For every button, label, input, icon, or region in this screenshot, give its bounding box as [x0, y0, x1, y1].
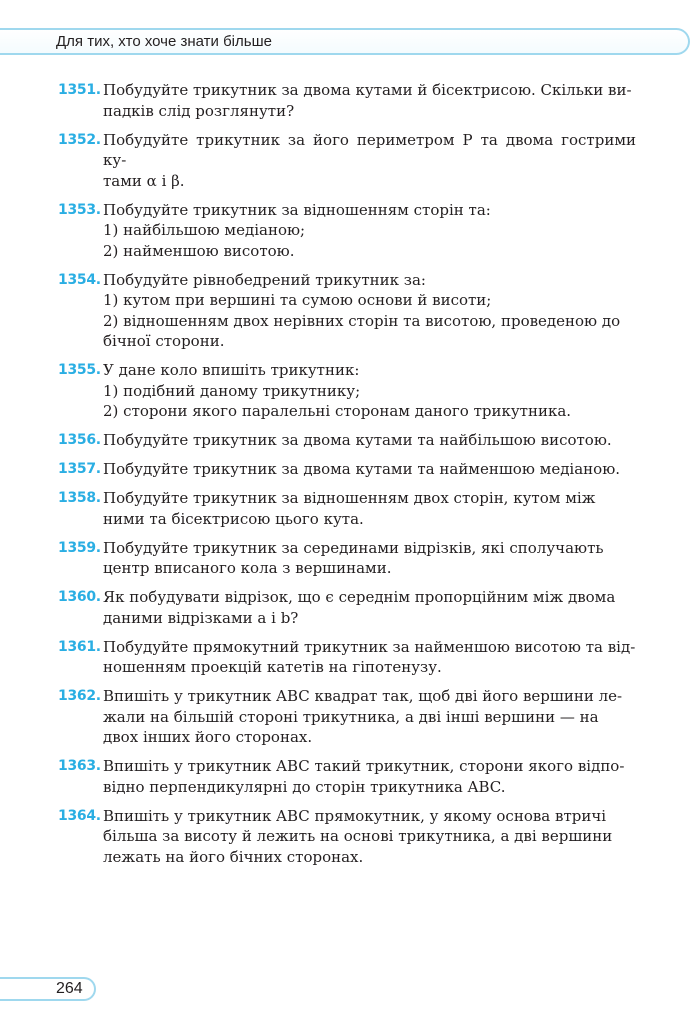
page-header — [0, 28, 695, 58]
problem-list — [0, 80, 695, 876]
problem-1364 — [0, 806, 695, 868]
problem-1359 — [0, 538, 695, 579]
problem-number: 1351. — [58, 82, 101, 98]
problem-text-line: Побудуйте трикутник за його периметром P та двома гострими ку- — [103, 130, 636, 169]
problem-number: 1354. — [58, 271, 101, 288]
problem-1352 — [0, 130, 695, 192]
problem-1356 — [0, 430, 695, 451]
problem-number: 1362. — [58, 688, 101, 704]
problem-text-line: відно перпендикулярні до сторін трикутника ABC. — [103, 777, 506, 796]
problem-text-line: Побудуйте трикутник за відношенням двох сторін, кутом між — [103, 489, 596, 507]
problem-number: 1355. — [58, 362, 101, 378]
page-footer — [0, 977, 100, 1003]
problem-1351 — [0, 80, 695, 121]
problem-subitem: 1) кутом при вершині та сумою основи й висоти; — [103, 291, 492, 309]
problem-text-line: бічної сторони. — [103, 332, 225, 350]
problem-text-line: падків слід розглянути? — [103, 101, 295, 120]
problem-text-line: ними та бісектрисою цього кута. — [103, 509, 364, 528]
problem-text-line: жали на більшій стороні трикутника, а дві інші вершини — на — [103, 707, 599, 726]
problem-text-line: Побудуйте трикутник за серединами відрізків, які сполучають — [103, 538, 604, 557]
problem-text-line: даними відрізками a і b? — [103, 608, 299, 627]
problem-1362 — [0, 686, 695, 748]
problem-number: 1358. — [58, 490, 101, 506]
problem-text-line: У дане коло впишіть трикутник: — [103, 361, 360, 379]
problem-text-line: Побудуйте трикутник за двома кутами та найбільшою висотою. — [103, 431, 612, 449]
problem-text-line: Побудуйте трикутник за двома кутами й бісектрисою. Скільки ви- — [103, 81, 632, 99]
problem-number: 1352. — [58, 131, 101, 148]
problem-1353 — [0, 200, 695, 262]
problem-text-line: Впишіть у трикутник ABC такий трикутник, сторони якого відпо- — [103, 757, 625, 775]
problem-1355 — [0, 360, 695, 422]
problem-number: 1360. — [58, 589, 101, 605]
problem-text-line: Впишіть у трикутник ABC прямокутник, у якому основа втричі — [103, 806, 607, 825]
problem-subitem: 1) подібний даному трикутнику; — [103, 381, 361, 400]
page-number: 264 — [56, 980, 83, 997]
problem-text-line: тами α і β. — [103, 171, 185, 190]
problem-subitem: 2) відношенням двох нерівних сторін та висотою, проведеною до — [103, 311, 621, 330]
problem-subitem: 2) сторони якого паралельні сторонам даного трикутника. — [103, 402, 572, 420]
problem-text-line: лежать на його бічних сторонах. — [103, 847, 364, 866]
problem-text-line: Побудуйте рівнобедрений трикутник за: — [103, 270, 426, 289]
problem-text-line: більша за висоту й лежить на основі трикутника, а дві вершини — [103, 827, 613, 845]
problem-text-line: Побудуйте прямокутний трикутник за найменшою висотою та від- — [103, 637, 636, 656]
problem-subitem: 2) найменшою висотою. — [103, 241, 295, 260]
problem-1358 — [0, 488, 695, 529]
problem-text-line: Побудуйте трикутник за відношенням сторін та: — [103, 200, 491, 219]
problem-number: 1364. — [58, 807, 101, 824]
problem-1354 — [0, 270, 695, 352]
problem-subitem: 1) найбільшою медіаною; — [103, 221, 306, 239]
problem-1363 — [0, 756, 695, 797]
problem-1361 — [0, 637, 695, 678]
problem-text-line: центр вписаного кола з вершинами. — [103, 559, 392, 577]
problem-text-line: ношенням проекцій катетів на гіпотенузу. — [103, 658, 442, 676]
problem-text-line: Побудуйте трикутник за двома кутами та найменшою медіаною. — [103, 460, 621, 478]
problem-number: 1363. — [58, 758, 101, 774]
problem-1360 — [0, 587, 695, 628]
problem-number: 1361. — [58, 638, 101, 655]
problem-text-line: Впишіть у трикутник ABC квадрат так, щоб дві його вершини ле- — [103, 687, 623, 705]
problem-1357 — [0, 459, 695, 480]
problem-number: 1359. — [58, 539, 101, 556]
problem-number: 1353. — [58, 201, 101, 218]
problem-number: 1356. — [58, 432, 101, 448]
header-title: Для тих, хто хоче знати більше — [56, 33, 272, 50]
problem-text-line: двох інших його сторонах. — [103, 728, 313, 746]
problem-text-line: Як побудувати відрізок, що є середнім пропорційним між двома — [103, 588, 616, 606]
problem-number: 1357. — [58, 461, 101, 477]
